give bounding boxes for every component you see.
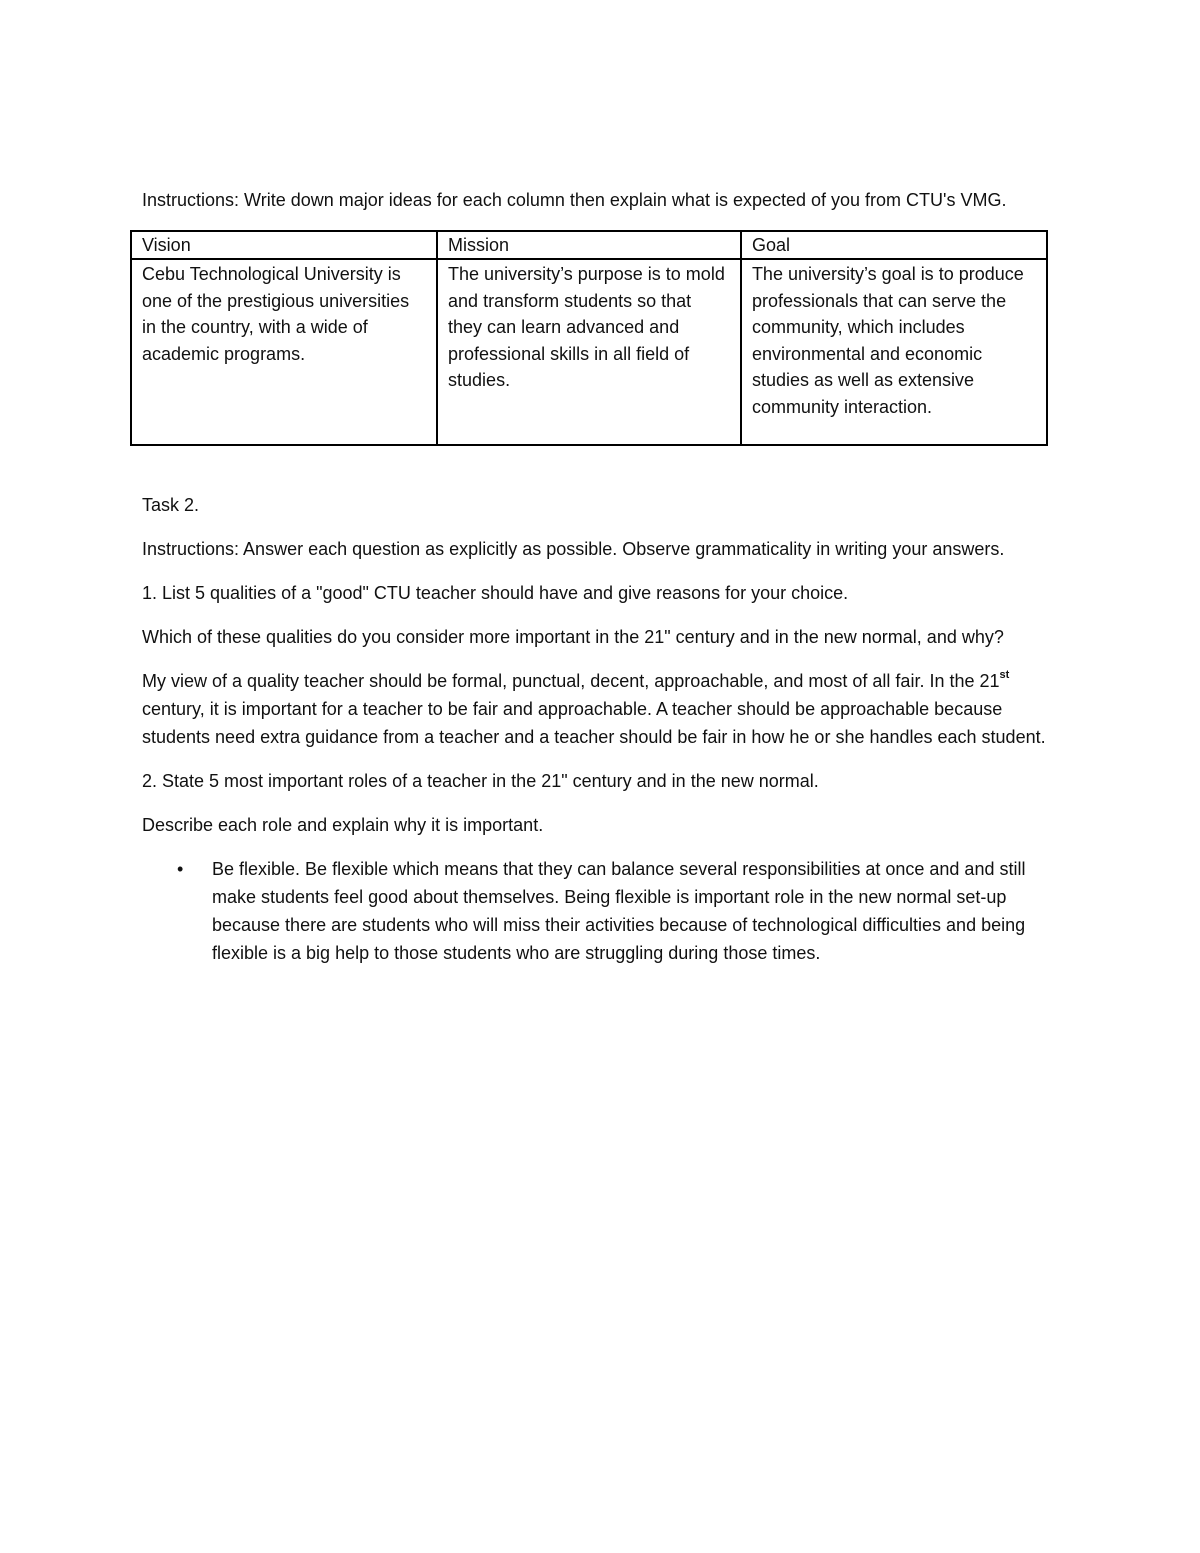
question-1-followup: Which of these qualities do you consider more important in the 21" century and in the new normal, and why? [142, 627, 1004, 647]
answer-1 [142, 667, 1052, 751]
header-mission: Mission [437, 231, 741, 259]
vmg-table [130, 230, 1048, 446]
question-2-followup: Describe each role and explain why it is important. [142, 815, 544, 835]
header-goal: Goal [741, 231, 1047, 259]
role-text: Be flexible. Be flexible which means that they can balance several responsibilities at once and and still make students feel good about themselves. Being flexible is important role in the new normal set-up because there are students who will miss their activities because of technological difficulties and being flexible is a big help to those students who are struggling during those times. [212, 859, 1026, 963]
cell-vision: Cebu Technological University is one of the prestigious universities in the country, with a wide of academic programs. [131, 259, 437, 445]
instructions-vmg: Instructions: Write down major ideas for each column then explain what is expected of you from CTU's VMG. [142, 190, 1007, 210]
bullet-icon: • [177, 859, 184, 879]
instructions-task-2: Instructions: Answer each question as explicitly as possible. Observe grammaticality in writing your answers. [142, 539, 1005, 559]
question-1: 1. List 5 qualities of a "good" CTU teacher should have and give reasons for your choice. [142, 583, 849, 603]
task-2-heading: Task 2. [142, 495, 200, 515]
roles-list [142, 855, 1052, 967]
list-item [142, 855, 1052, 967]
vmg-content-row [131, 259, 1047, 445]
answer-1-part-1: My view of a quality teacher should be formal, punctual, decent, approachable, and most of all fair. In the 21 [142, 671, 1000, 691]
answer-1-part-2: century, it is important for a teacher to be fair and approachable. A teacher should be approachable because students need extra guidance from a teacher and a teacher should be fair in how he or she handles each student. [142, 699, 1046, 747]
cell-mission: The university’s purpose is to mold and transform students so that they can learn advanced and professional skills in all field of studies. [437, 259, 741, 445]
question-2: 2. State 5 most important roles of a teacher in the 21" century and in the new normal. [142, 771, 819, 791]
cell-goal: The university’s goal is to produce professionals that can serve the community, which includes environmental and economic studies as well as extensive community interaction. [741, 259, 1047, 445]
header-vision: Vision [131, 231, 437, 259]
ordinal-suffix: st [999, 669, 1010, 681]
vmg-header-row [131, 231, 1047, 259]
document-body [142, 186, 1052, 967]
